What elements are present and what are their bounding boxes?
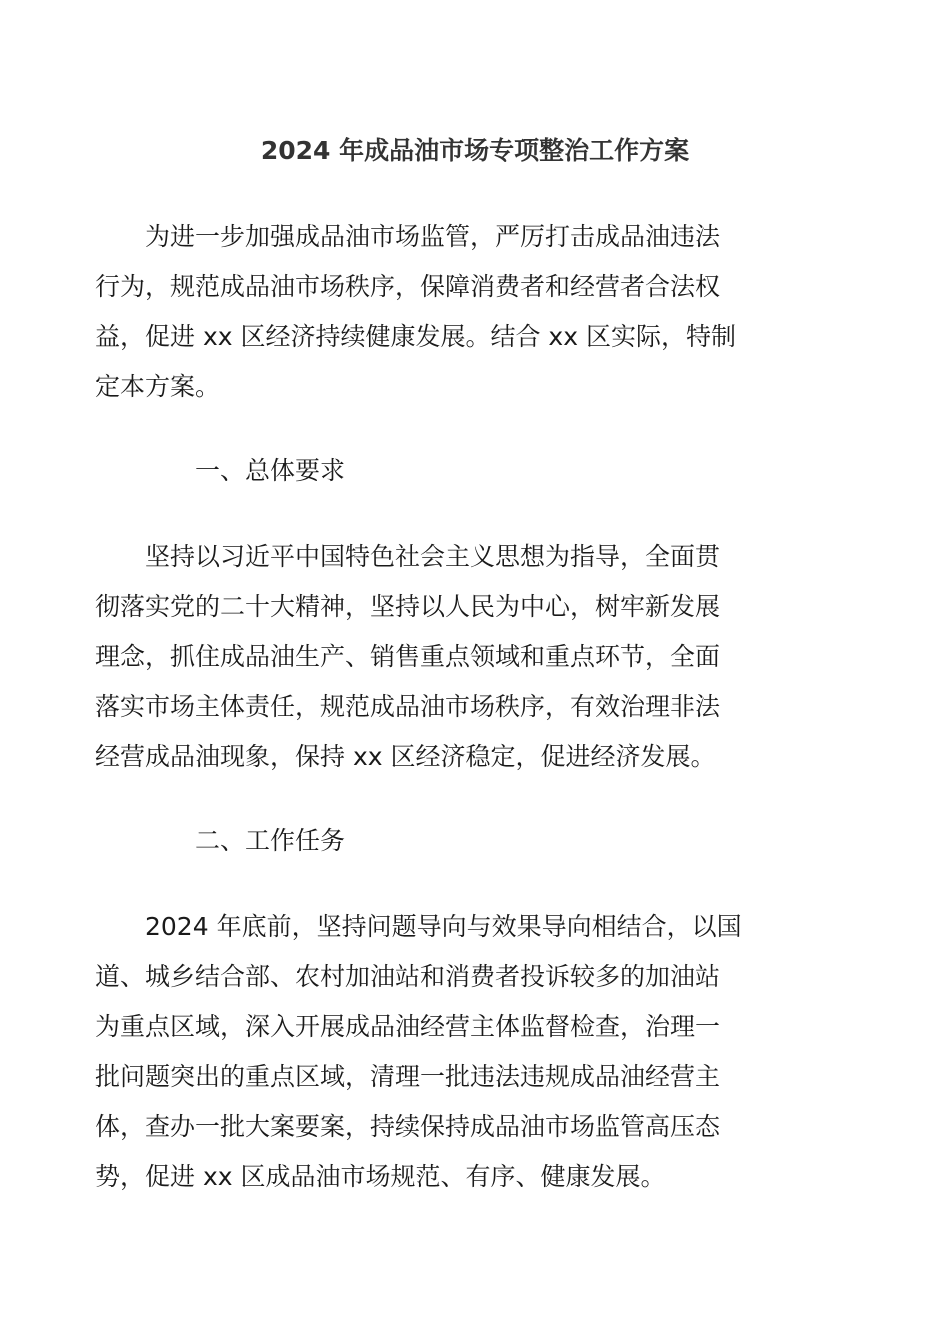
paragraph-line: 落实市场主体责任，规范成品油市场秩序，有效治理非法: [95, 692, 721, 721]
intro-line: 定本方案。: [95, 372, 221, 401]
document-title: 2024 年成品油市场专项整治工作方案: [260, 136, 690, 165]
intro-line: 益，促进 xx 区经济持续健康发展。结合 xx 区实际，特制: [95, 322, 736, 351]
intro-line: 为进一步加强成品油市场监管，严厉打击成品油违法: [145, 222, 721, 251]
paragraph-line: 经营成品油现象，保持 xx 区经济稳定，促进经济发展。: [95, 742, 716, 771]
general-requirements-paragraph: [95, 532, 805, 782]
intro-paragraph: [95, 212, 805, 412]
intro-line: 行为，规范成品油市场秩序，保障消费者和经营者合法权: [95, 272, 721, 301]
paragraph-line: 为重点区域，深入开展成品油经营主体监督检查，治理一: [95, 1012, 721, 1041]
paragraph-line: 道、城乡结合部、农村加油站和消费者投诉较多的加油站: [95, 962, 721, 991]
paragraph-line: 坚持以习近平中国特色社会主义思想为指导，全面贯: [145, 542, 721, 571]
paragraph-line: 彻落实党的二十大精神，坚持以人民为中心，树牢新发展: [95, 592, 721, 621]
section-heading-general-requirements: 一、总体要求: [195, 456, 346, 485]
paragraph-line: 2024 年底前，坚持问题导向与效果导向相结合，以国: [145, 912, 742, 941]
paragraph-line: 势，促进 xx 区成品油市场规范、有序、健康发展。: [95, 1162, 666, 1191]
section-heading-work-tasks: 二、工作任务: [195, 826, 346, 855]
paragraph-line: 体，查办一批大案要案，持续保持成品油市场监管高压态: [95, 1112, 721, 1141]
paragraph-line: 理念，抓住成品油生产、销售重点领域和重点环节，全面: [95, 642, 721, 671]
work-tasks-paragraph: [95, 902, 805, 1202]
paragraph-line: 批问题突出的重点区域，清理一批违法违规成品油经营主: [95, 1062, 721, 1091]
